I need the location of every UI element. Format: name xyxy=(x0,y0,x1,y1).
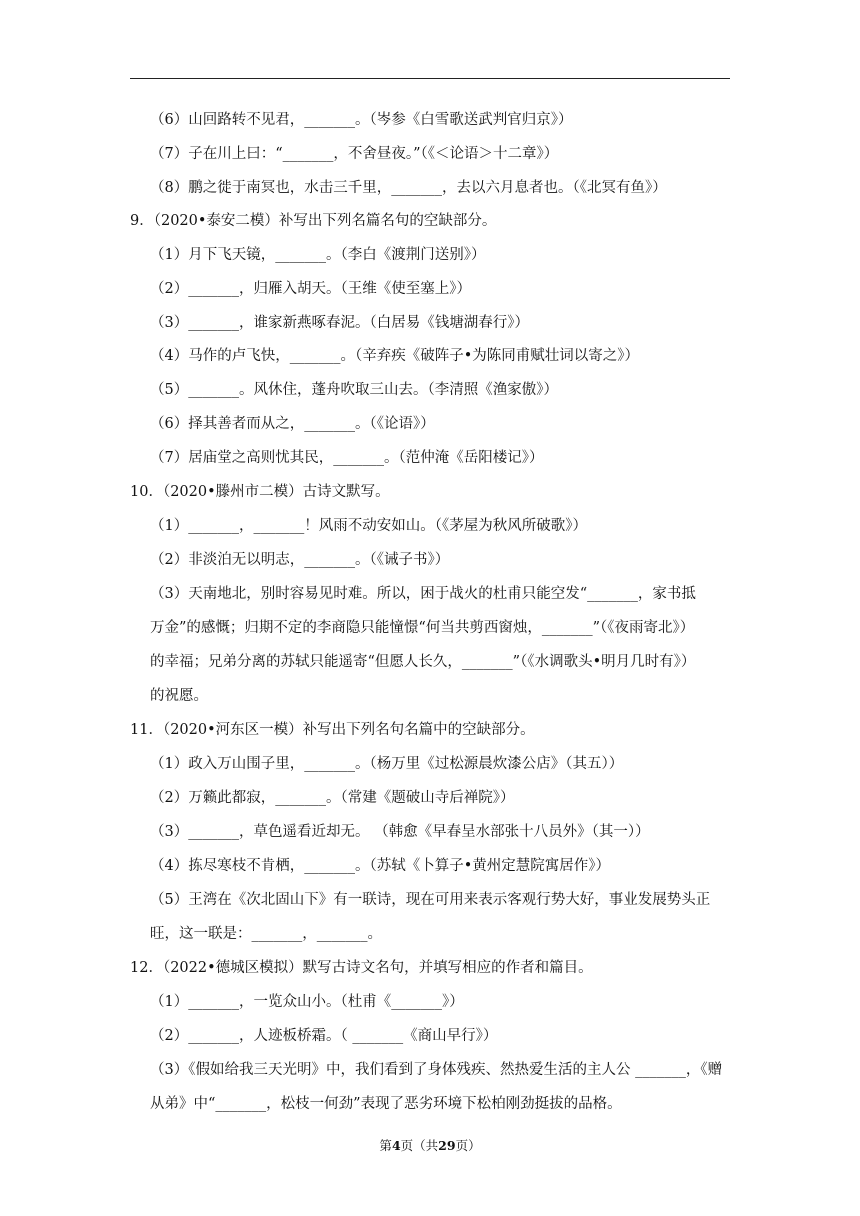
question-line: （1）政入万山围子里，_______。（杨万里《过松源晨炊漆公店》（其五）） xyxy=(150,756,624,772)
footer-page-number: 4 xyxy=(391,1138,401,1153)
question-heading: 10．（2020•滕州市二模）古诗文默写。 xyxy=(130,484,390,500)
footer-prefix: 第 xyxy=(379,1138,392,1153)
question-heading: 12．（2022•德城区模拟）默写古诗文名句，并填写相应的作者和篇目。 xyxy=(130,960,593,976)
question-line: （2）_______，人迹板桥霜。（ _______《商山早行》） xyxy=(150,1028,498,1044)
footer-suffix: 页） xyxy=(455,1138,481,1153)
question-line: （4）拣尽寒枝不肯栖，_______。（苏轼《卜算子•黄州定慧院寓居作》） xyxy=(150,858,611,874)
header-rule xyxy=(130,78,730,79)
question-line: （6）山回路转不见君，_______。（岑参《白雪歌送武判官归京》） xyxy=(150,112,573,128)
question-line: 旺，这一联是：_______，_______。 xyxy=(150,926,382,942)
question-line: 从弟》中“_______，松枝一何劲”表现了恶劣环境下松柏刚劲挺拔的品格。 xyxy=(150,1096,622,1112)
question-line: （3）_______，草色遥看近却无。 （韩愈《早春呈水部张十八员外》（其一）） xyxy=(150,824,650,840)
question-line: （2）万籁此都寂，_______。（常建《题破山寺后禅院》） xyxy=(150,790,515,806)
question-line: 的幸福；兄弟分离的苏轼只能遥寄“但愿人长久，_______”（《水调歌头•明月几时有》） xyxy=(150,654,696,670)
question-line: （3）《假如给我三天光明》中，我们看到了身体残疾、然热爱生活的主人公 _______，《赠 xyxy=(150,1062,723,1078)
question-heading: 11．（2020•河东区一模）补写出下列名句名篇中的空缺部分。 xyxy=(130,722,535,738)
footer-total-pages: 29 xyxy=(438,1138,456,1153)
question-line: （1）_______，_______！风雨不动安如山。（《茅屋为秋风所破歌》） xyxy=(150,518,587,534)
question-line: （2）非淡泊无以明志，_______。（《诫子书》） xyxy=(150,552,450,568)
question-line: （5）_______。风休住，蓬舟吹取三山去。（李清照《渔家傲》） xyxy=(150,382,558,398)
footer-middle: 页（共 xyxy=(400,1138,439,1153)
question-line: （7）子在川上曰：“_______，不舍昼夜。”（《＜论语＞十二章》） xyxy=(150,146,559,162)
question-line: （6）择其善者而从之，_______。（《论语》） xyxy=(150,416,435,432)
question-line: （3）_______，谁家新燕啄春泥。（白居易《钱塘湖春行》） xyxy=(150,315,529,331)
question-line: （3）天南地北，别时容易见时难。所以，困于战火的杜甫只能空发“_______，家书抵 xyxy=(150,586,696,602)
question-line: 万金”的感慨；归期不定的李商隐只能憧憬“何当共剪西窗烛，_______”（《夜雨寄北》） xyxy=(150,620,695,636)
question-line: 的祝愿。 xyxy=(150,688,208,704)
question-line: （7）居庙堂之高则忧其民，_______。（范仲淹《岳阳楼记》） xyxy=(150,450,544,466)
question-line: （5）王湾在《次北固山下》有一联诗，现在可用来表示客观行势大好，事业发展势头正 xyxy=(150,892,711,908)
question-line: （8）鹏之徙于南冥也，水击三千里，_______，去以六月息者也。（《北冥有鱼》） xyxy=(150,180,667,196)
page-footer xyxy=(0,1136,860,1154)
question-line: （1）月下飞天镜，_______。（李白《渡荆门送别》） xyxy=(150,247,486,263)
question-line: （2）_______，归雁入胡天。（王维《使至塞上》） xyxy=(150,281,471,297)
question-line: （4）马作的卢飞快，_______。（辛弃疾《破阵子•为陈同甫赋壮词以寄之》） xyxy=(150,348,640,364)
question-line: （1）_______，一览众山小。（杜甫《_______》） xyxy=(150,994,464,1010)
question-heading: 9．（2020•泰安二模）补写出下列名篇名句的空缺部分。 xyxy=(130,213,497,229)
